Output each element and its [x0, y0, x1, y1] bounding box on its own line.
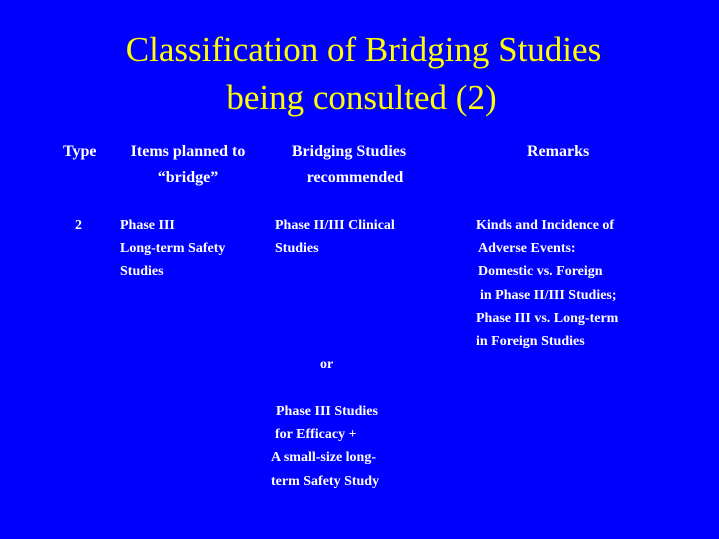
row-bridging-a-line: Phase II/III Clinical — [275, 218, 395, 233]
row-bridging-b-line: term Safety Study — [271, 473, 380, 489]
row-bridging-or: or — [320, 357, 334, 372]
row-remarks-line: Domestic vs. Foreign — [478, 264, 603, 280]
slide-title-line-2: being consulted (2) — [226, 78, 497, 117]
row-remarks-line: Kinds and Incidence of — [476, 218, 615, 233]
row-bridging-option-a — [275, 214, 395, 260]
row-bridging-b-line: A small-size long- — [271, 450, 376, 466]
header-bridging-studies — [280, 139, 430, 191]
row-remarks-line: Adverse Events: — [478, 241, 576, 257]
row-bridging-option-b — [271, 400, 379, 493]
row-bridging-a-line: Studies — [275, 241, 319, 257]
header-remarks: Remarks — [527, 143, 590, 160]
slide-title-line-1: Classification of Bridging Studies — [125, 30, 602, 69]
row-remarks-cell — [476, 214, 618, 353]
row-remarks-line: Phase III vs. Long-term — [476, 310, 619, 326]
header-bridging-line-1: Bridging Studies — [291, 143, 407, 160]
row-items-line: Studies — [120, 264, 164, 280]
header-items-line-1: Items planned to — [130, 143, 246, 160]
header-bridging-line-2: recommended — [306, 169, 404, 186]
row-bridging-b-line: Phase III Studies — [276, 404, 378, 419]
header-items-line-2: “bridge” — [157, 169, 219, 186]
header-type: Type — [63, 143, 97, 160]
row-type-value: 2 — [75, 218, 82, 233]
row-remarks-line: in Foreign Studies — [476, 334, 585, 350]
header-items-planned — [116, 139, 260, 191]
row-items-line: Long-term Safety — [120, 241, 226, 257]
row-bridging-b-line: for Efficacy + — [275, 427, 357, 443]
row-remarks-line: in Phase II/III Studies; — [480, 287, 617, 303]
row-items-line: Phase III — [120, 218, 175, 233]
row-items-cell — [120, 214, 225, 284]
